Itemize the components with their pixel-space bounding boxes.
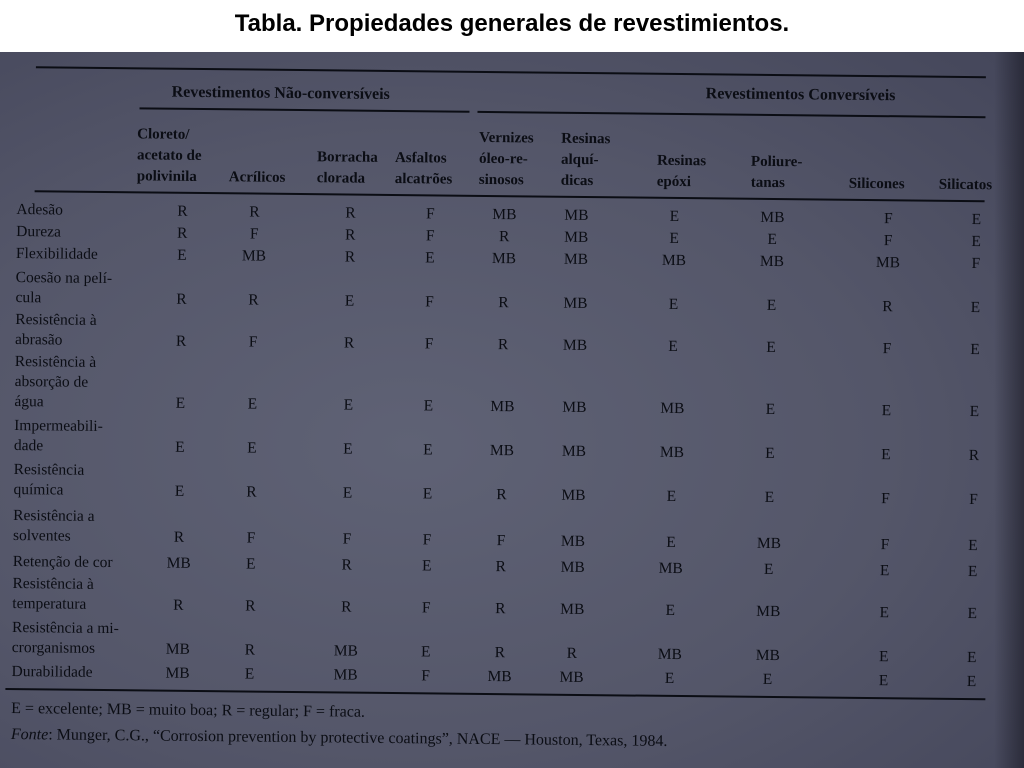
table-cell: F <box>496 532 506 550</box>
table-cell: MB <box>563 294 588 313</box>
table-cell: R <box>176 224 188 242</box>
table-cell: F <box>421 667 430 685</box>
table-cell: MB <box>657 645 682 664</box>
source-citation <box>11 726 668 751</box>
table-cell: E <box>422 485 433 503</box>
table-cell: E <box>344 292 355 310</box>
table-cell: E <box>669 207 680 225</box>
table-cell: E <box>421 557 432 575</box>
table-cell: MB <box>241 247 267 265</box>
table-cell: E <box>343 396 354 414</box>
table-cell: E <box>175 438 185 456</box>
table-cell: E <box>970 299 981 317</box>
table-cell: MB <box>563 250 589 269</box>
row-label: Dureza <box>16 223 62 241</box>
table-cell: F <box>342 530 352 548</box>
row-label: Impermeabili- dade <box>13 417 103 455</box>
column-header: Cloreto/ acetato de polivinila <box>136 126 202 185</box>
row-label: Adesão <box>16 201 64 219</box>
column-header: Asfaltos alcatrões <box>394 150 453 188</box>
table-cell: F <box>883 210 893 228</box>
table-cell: MB <box>560 558 585 577</box>
table-cell: R <box>345 204 356 222</box>
table-cell: R <box>566 644 578 662</box>
table-cell: MB <box>756 602 781 621</box>
table-photo <box>0 52 1024 768</box>
table-cell: MB <box>756 534 782 553</box>
table-cell: E <box>666 533 676 551</box>
table-cell: R <box>341 556 352 574</box>
table-cell: R <box>498 294 509 312</box>
row-label: Resistência à temperatura <box>12 575 94 613</box>
table-cell: MB <box>755 646 780 665</box>
table-cell: E <box>879 562 890 580</box>
table-cell: E <box>881 402 892 420</box>
table-cell: R <box>882 298 893 316</box>
table-cell: MB <box>875 254 901 272</box>
top-rule <box>36 66 986 78</box>
table-cell: MB <box>489 442 515 460</box>
table-cell: E <box>247 439 257 457</box>
table-cell: E <box>664 669 675 687</box>
table-cell: MB <box>661 251 687 270</box>
table-cell: E <box>765 444 775 463</box>
table-cell: E <box>425 249 435 267</box>
table-cell: MB <box>490 398 515 416</box>
table-cell: R <box>494 644 506 662</box>
table-cell: E <box>767 230 777 249</box>
table-cell: R <box>176 290 187 308</box>
table-cell: MB <box>759 252 785 271</box>
column-header: Poliure- tanas <box>750 153 803 192</box>
table-cell: E <box>174 482 185 500</box>
table-cell: MB <box>560 600 585 619</box>
table-cell: MB <box>333 642 358 660</box>
table-cell: R <box>249 203 260 221</box>
table-cell: F <box>421 599 431 617</box>
bottom-rule <box>5 688 985 700</box>
table-cell: E <box>423 397 434 415</box>
table-cell: F <box>422 531 432 549</box>
table-cell: R <box>495 600 506 618</box>
table-cell: R <box>495 558 506 576</box>
group-header-convertible: Revestimentos Conversíveis <box>705 85 896 105</box>
table-cell: F <box>969 491 978 509</box>
table-cell: E <box>970 341 980 359</box>
table-cell: F <box>971 255 981 273</box>
table-cell: R <box>968 447 980 465</box>
table-cell: E <box>247 395 258 413</box>
group-rule-non-convertible <box>139 107 469 112</box>
table-cell: E <box>966 673 977 691</box>
table-cell: E <box>879 604 890 622</box>
coatings-table <box>10 60 1002 750</box>
column-header: Resinas epóxi <box>656 152 707 191</box>
table-cell: MB <box>564 228 589 247</box>
table-cell: R <box>177 202 188 220</box>
column-header: Silicatos <box>938 176 993 194</box>
table-cell: E <box>668 295 679 313</box>
row-label: Resistência a mi- crorganismos <box>11 619 119 657</box>
table-cell: F <box>424 335 434 353</box>
table-cell: E <box>967 605 978 623</box>
table-cell: F <box>425 227 435 245</box>
table-cell: F <box>425 293 434 311</box>
table-cell: MB <box>559 668 584 687</box>
table-cell: E <box>878 672 889 690</box>
table-cell: E <box>971 211 982 229</box>
table-cell: MB <box>561 442 587 461</box>
table-cell: F <box>883 232 893 250</box>
table-cell: R <box>175 332 187 350</box>
table-cell: R <box>248 291 259 309</box>
column-header: Vernizes óleo-re- sinosos <box>478 129 534 189</box>
table-cell: MB <box>562 398 587 417</box>
column-header: Resinas alquí- dicas <box>560 130 611 190</box>
table-cell: E <box>765 400 776 419</box>
table-cell: E <box>971 233 981 251</box>
table-cell: MB <box>562 336 588 355</box>
table-cell: E <box>421 643 431 661</box>
table-cell: R <box>343 334 355 352</box>
table-cell: E <box>668 337 678 355</box>
table-cell: R <box>173 528 185 546</box>
table-cell: E <box>762 670 773 688</box>
row-label: Coesão na pelí- cula <box>15 269 113 307</box>
table-cell: R <box>344 226 356 244</box>
table-cell: R <box>245 597 256 615</box>
table-cell: E <box>175 394 186 412</box>
table-cell: MB <box>560 532 586 551</box>
table-cell: E <box>968 537 978 555</box>
table-cell: E <box>766 338 776 357</box>
table-cell: R <box>496 486 507 504</box>
table-cell: E <box>666 487 677 505</box>
table-cell: R <box>341 598 352 616</box>
table-cell: E <box>665 601 676 619</box>
table-cell: F <box>880 536 890 554</box>
table-cell: E <box>764 488 775 507</box>
table-cell: E <box>423 441 433 459</box>
row-label: Resistência à absorção de água <box>14 353 97 411</box>
table-cell: MB <box>660 399 685 418</box>
column-header: Borracha clorada <box>316 149 378 187</box>
row-label: Resistência à abrasão <box>14 311 97 349</box>
slide-title: Tabla. Propiedades generales de revestimientos. <box>234 10 790 37</box>
table-cell: MB <box>487 668 512 686</box>
table-cell: E <box>343 440 353 458</box>
table-cell: R <box>344 248 356 266</box>
row-label: Resistência química <box>13 461 85 499</box>
table-cell: R <box>246 483 257 501</box>
table-cell: E <box>967 563 978 581</box>
table-cell: MB <box>760 208 785 227</box>
table-cell: F <box>248 333 258 351</box>
table-cell: R <box>244 641 256 659</box>
table-cell: E <box>669 229 679 247</box>
table-cell: F <box>881 490 890 508</box>
legend-text: E = excelente; MB = muito boa; R = regular; F = fraca. <box>11 700 366 721</box>
group-rule-convertible <box>477 111 985 118</box>
table-cell: E <box>881 446 891 464</box>
table-cell: MB <box>659 443 685 462</box>
table-cell: F <box>246 529 256 547</box>
table-cell: E <box>969 403 980 421</box>
table-cell: MB <box>166 554 191 572</box>
group-header-non-convertible: Revestimentos Não-conversíveis <box>171 83 390 103</box>
table-cell: E <box>766 296 777 315</box>
header-rule <box>35 190 985 202</box>
source-label: Fonte <box>10 726 49 744</box>
source-text: : Munger, C.G., “Corrosion prevention by protective coatings”, NACE — Houston, Texas, 1984. <box>48 726 668 750</box>
column-header: Acrílicos <box>228 169 286 186</box>
row-label: Flexibilidade <box>15 245 98 263</box>
table-cell: E <box>342 484 353 502</box>
table-cell: F <box>426 205 435 223</box>
table-cell: MB <box>492 206 517 224</box>
table-cell: E <box>966 649 977 667</box>
table-cell: MB <box>491 250 517 268</box>
row-label: Durabilidade <box>11 663 93 681</box>
table-cell: MB <box>333 666 358 684</box>
table-cell: E <box>244 665 255 683</box>
row-label: Retenção de cor <box>12 553 113 572</box>
table-cell: E <box>763 560 774 579</box>
column-header: Silicones <box>848 175 905 193</box>
table-cell: MB <box>165 664 190 682</box>
table-cell: MB <box>561 486 586 505</box>
table-cell: R <box>173 596 184 614</box>
table-cell: MB <box>564 206 589 225</box>
table-cell: MB <box>165 640 190 658</box>
table-cell: E <box>245 555 256 573</box>
table-cell: E <box>177 246 187 264</box>
table-cell: F <box>882 340 892 358</box>
row-label: Resistência a solventes <box>12 507 95 545</box>
table-cell: R <box>497 336 509 354</box>
table-cell: R <box>498 228 510 246</box>
table-cell: F <box>249 225 259 243</box>
table-cell: MB <box>658 559 683 578</box>
table-cell: E <box>878 648 889 666</box>
